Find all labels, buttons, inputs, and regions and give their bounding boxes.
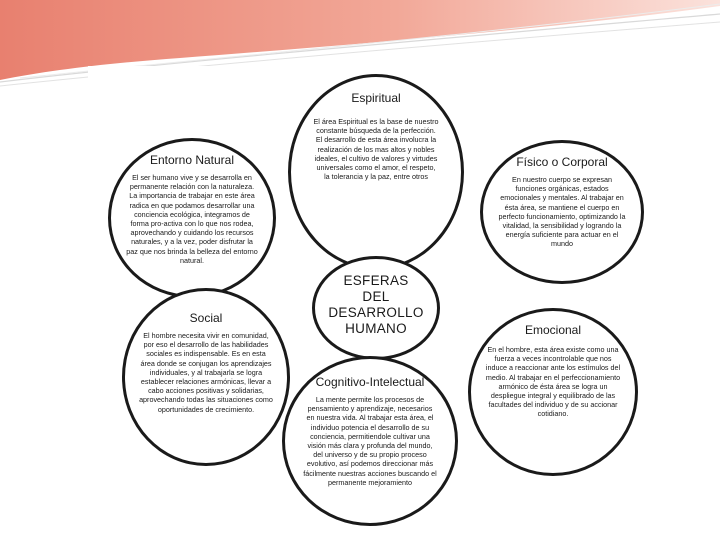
sphere-emocional bbox=[468, 308, 638, 476]
sphere-cognitivo-intelectual bbox=[282, 356, 458, 526]
sphere-fisico-corporal bbox=[480, 140, 644, 284]
sphere-text: El hombre necesita vivir en comunidad, por eso el desarrollo de las habilidades sociales es indispensable. Es en esta área donde se conjugan los aprendizajes individuales, y al trabajarla se logra establecer relaciones armónicas, llevar a cabo acciones positivas y solidarias, aprovechando todas las situaciones como oportunidades de crecimiento. bbox=[139, 331, 273, 414]
sphere-text: La mente permite los procesos de pensamiento y aprendizaje, necesarios en nuestra vida. Al trabajar esta área, el individuo potencia el desarrollo de su conciencia, permitiendole cultivar una visión más clara y profunda del mundo, del universo y de su propio proceso evolutivo, así podemos direccionar más fácilmente nuestras acciones buscando el permanente mejoramiento bbox=[303, 395, 437, 487]
center-title: ESFERAS DEL DESARROLLO HUMANO bbox=[328, 273, 424, 336]
sphere-title: Espiritual bbox=[351, 91, 401, 105]
sphere-title: Emocional bbox=[524, 323, 582, 337]
sphere-entorno-natural bbox=[108, 138, 276, 298]
sphere-text: En nuestro cuerpo se expresan funciones orgánicas, estados emocionales y mentales. Al trabajar en ésta área, se mantiene el cuerpo en perfecto funcionamiento, optimizando la vitalidad, la sensibilidad y logrando la energía suficiente para actuar en el mundo bbox=[498, 175, 626, 249]
sphere-espiritual bbox=[288, 74, 464, 270]
diagram-panel bbox=[88, 66, 653, 528]
sphere-social bbox=[122, 288, 290, 466]
sphere-title: Social bbox=[189, 311, 223, 325]
sphere-title: Entorno Natural bbox=[149, 153, 235, 167]
sphere-text: El ser humano vive y se desarrolla en permanente relación con la naturaleza. La importancia de trabajar en este área radica en que podamos desarrollar una conciencia ecológica, integramos de forma pro-activa con lo que nos rodea, aprovechando y cuidando los recursos naturales, y a la vez, poder disfrutar la paz que nos brinda la belleza del entorno natural. bbox=[126, 173, 258, 265]
sphere-title: Cognitivo-Intelectual bbox=[315, 375, 425, 389]
sphere-center bbox=[312, 256, 440, 360]
sphere-text: En el hombre, esta área existe como una fuerza a veces incontrolable que nos induce a reaccionar ante los estímulos del medio. Al trabajar en el perfeccionamiento armónico de ésta área se logra un despliegue integral y equilibrado de las facultades del individuo y de su accionar cotidiano. bbox=[485, 345, 621, 419]
sphere-title: Físico o Corporal bbox=[516, 155, 608, 169]
sphere-text: El área Espiritual es la base de nuestro constante búsqueda de la perfección. El desarrollo de esta área involucra la realización de los mas altos y nobles ideales, el cultivo de valores y virtudes universales como el amor, el respeto, la tolerancia y la paz, entre otros bbox=[313, 117, 439, 182]
